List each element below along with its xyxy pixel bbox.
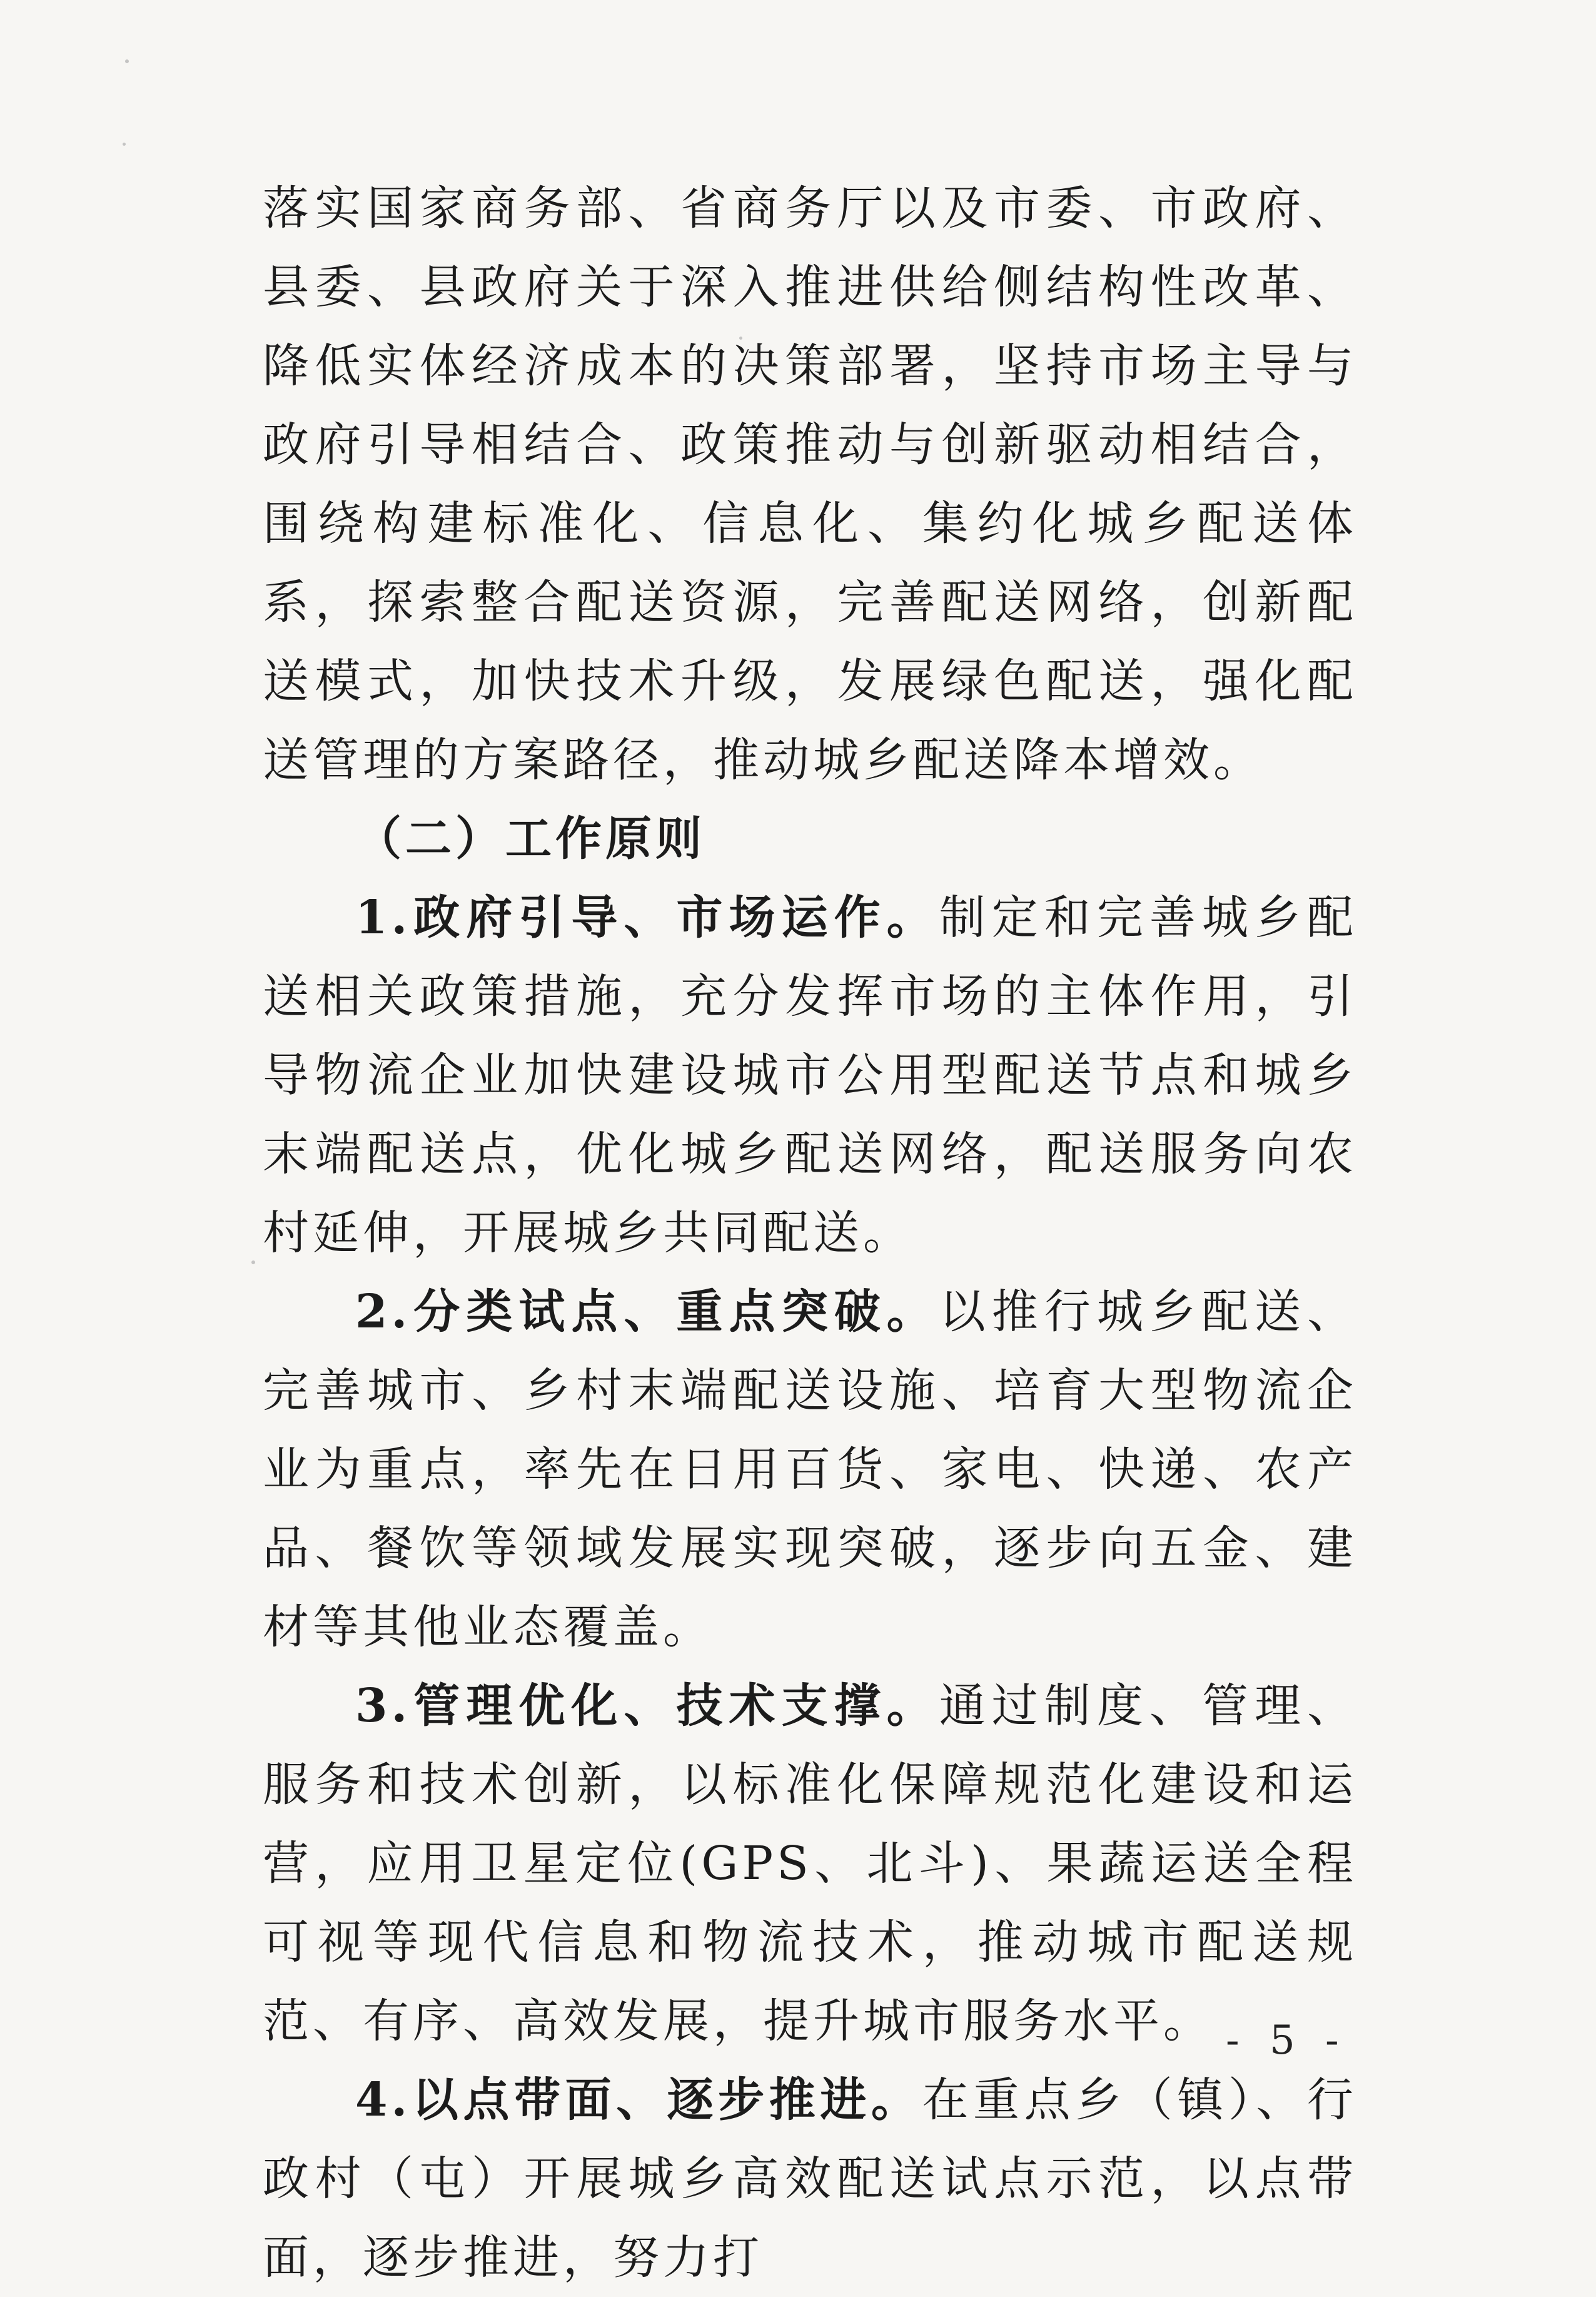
principle-item-1 [263, 878, 1357, 1272]
scan-speck [251, 1260, 255, 1264]
principle-title: 2.分类试点、重点突破。 [355, 1285, 939, 1339]
principle-title: 4.以点带面、逐步推进。 [355, 2073, 922, 2127]
principle-item-3 [263, 1666, 1357, 2061]
principle-title: 3.管理优化、技术支撑。 [355, 1679, 939, 1733]
heading-text: （二）工作原则 [355, 812, 705, 866]
principle-text: 通过制度、管理、服务和技术创新，以标准化保障规范化建设和运营，应用卫星定位(GPS、北斗)、果蔬运送全程可视等现代信息和物流技术，推动城市配送规范、有序、高效发展，提升城市服务水平。 [263, 1679, 1357, 2048]
principle-text: 以推行城乡配送、完善城市、乡村末端配送设施、培育大型物流企业为重点，率先在日用百货、家电、快递、农产品、餐饮等领域发展实现突破，逐步向五金、建材等其他业态覆盖。 [263, 1285, 1357, 1654]
principle-title: 1.政府引导、市场运作。 [355, 891, 939, 945]
section-heading-work-principles [263, 799, 1357, 878]
principle-item-2 [263, 1272, 1357, 1666]
principle-text: 制定和完善城乡配送相关政策措施，充分发挥市场的主体作用，引导物流企业加快建设城市公用型配送节点和城乡末端配送点，优化城乡配送网络，配送服务向农村延伸，开展城乡共同配送。 [263, 891, 1357, 1260]
scan-speck [123, 143, 126, 146]
principle-text: 在重点乡（镇）、行政村（屯）开展城乡高效配送试点示范，以点带面，逐步推进，努力打 [263, 2073, 1357, 2284]
principle-item-4 [263, 2061, 1357, 2297]
document-body [263, 169, 1357, 2297]
paragraph-intro [263, 169, 1357, 799]
scan-speck [125, 59, 129, 63]
paragraph-text: 落实国家商务部、省商务厅以及市委、市政府、县委、县政府关于深入推进供给侧结构性改革、降低实体经济成本的决策部署，坚持市场主导与政府引导相结合、政策推动与创新驱动相结合，围绕构建标准化、信息化、集约化城乡配送体系，探索整合配送资源，完善配送网络，创新配送模式，加快技术升级，发展绿色配送，强化配送管理的方案路径，推动城乡配送降本增效。 [263, 181, 1357, 787]
page-number: - 5 - [1226, 2017, 1348, 2064]
